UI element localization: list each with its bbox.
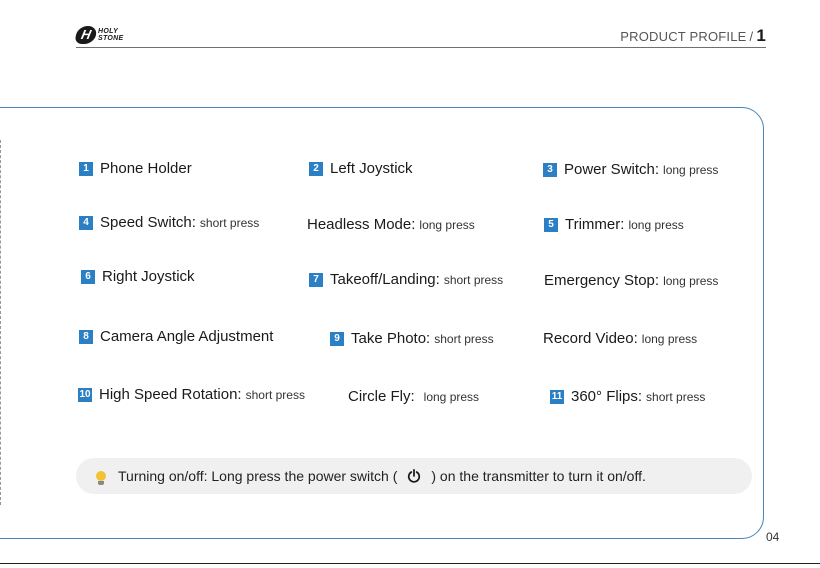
item-number-badge: 6 (81, 270, 95, 284)
item-number-badge: 7 (309, 273, 323, 287)
item-circle-fly (348, 388, 479, 405)
item-label: Speed Switch: (100, 214, 196, 231)
item-label: Circle Fly: (348, 388, 415, 405)
item-number-badge: 5 (544, 218, 558, 232)
section-name: PRODUCT PROFILE (620, 29, 747, 44)
logo-text (98, 28, 124, 42)
item-trimmer (544, 216, 684, 233)
item-label: Takeoff/Landing: (330, 271, 440, 288)
item-label: Record Video: (543, 330, 638, 347)
page-number: 04 (766, 530, 780, 544)
item-number-badge: 3 (543, 163, 557, 177)
item-note: long press (663, 162, 719, 177)
item-camera-angle (79, 328, 273, 345)
item-number-badge: 4 (79, 216, 93, 230)
item-note: short press (443, 272, 504, 287)
item-take-photo (330, 330, 494, 347)
item-label: High Speed Rotation: (99, 386, 242, 403)
item-360-flips (550, 388, 705, 405)
item-emergency-stop (544, 272, 718, 289)
item-right-joystick (81, 268, 195, 285)
header-divider (76, 47, 766, 48)
logo-line-1: HOLY (98, 28, 119, 35)
item-speed-switch (79, 214, 259, 231)
item-label: Camera Angle Adjustment (100, 328, 274, 345)
item-label: 360° Flips: (571, 388, 643, 405)
item-phone-holder (79, 160, 192, 177)
power-icon (407, 469, 421, 483)
brand-logo (76, 26, 124, 44)
item-label: Headless Mode: (307, 216, 416, 233)
item-note: long press (628, 217, 684, 232)
item-note: short press (434, 331, 494, 346)
item-note: short press (646, 389, 706, 404)
item-label: Right Joystick (102, 268, 195, 285)
item-takeoff-landing (309, 271, 503, 288)
item-high-speed-rotation (78, 386, 305, 403)
item-headless-mode (307, 216, 475, 233)
bottom-divider (0, 563, 820, 564)
tip-text-after: ) on the transmitter to turn it on/off. (431, 468, 646, 484)
item-note: short press (199, 215, 260, 230)
section-slash: / (749, 29, 754, 44)
logo-line-2: STONE (98, 35, 124, 42)
section-number: 1 (756, 26, 766, 45)
item-number-badge: 9 (330, 332, 344, 346)
logo-mark: H (74, 26, 98, 44)
item-label: Emergency Stop: (544, 272, 660, 289)
item-label: Left Joystick (330, 160, 413, 177)
item-note: long press (419, 217, 475, 232)
item-label: Power Switch: (564, 161, 660, 178)
item-label: Phone Holder (100, 160, 192, 177)
item-number-badge: 11 (551, 390, 563, 402)
item-number-badge: 8 (79, 330, 93, 344)
tip-text-before: Turning on/off: Long press the power switch ( (118, 468, 398, 484)
item-number-badge: 1 (79, 162, 93, 176)
item-note: long press (641, 331, 698, 346)
item-power-switch (543, 161, 718, 178)
item-left-joystick (309, 160, 413, 177)
lightbulb-icon (96, 471, 106, 481)
item-record-video (543, 330, 697, 347)
item-label: Trimmer: (565, 216, 625, 233)
item-number-badge: 10 (79, 388, 91, 400)
item-label: Take Photo: (351, 330, 431, 347)
header-section-title (620, 26, 766, 46)
item-note: long press (423, 389, 480, 404)
item-note: short press (245, 387, 305, 402)
item-note: long press (663, 273, 719, 288)
item-number-badge: 2 (309, 162, 323, 176)
power-tip-bar (76, 458, 752, 494)
